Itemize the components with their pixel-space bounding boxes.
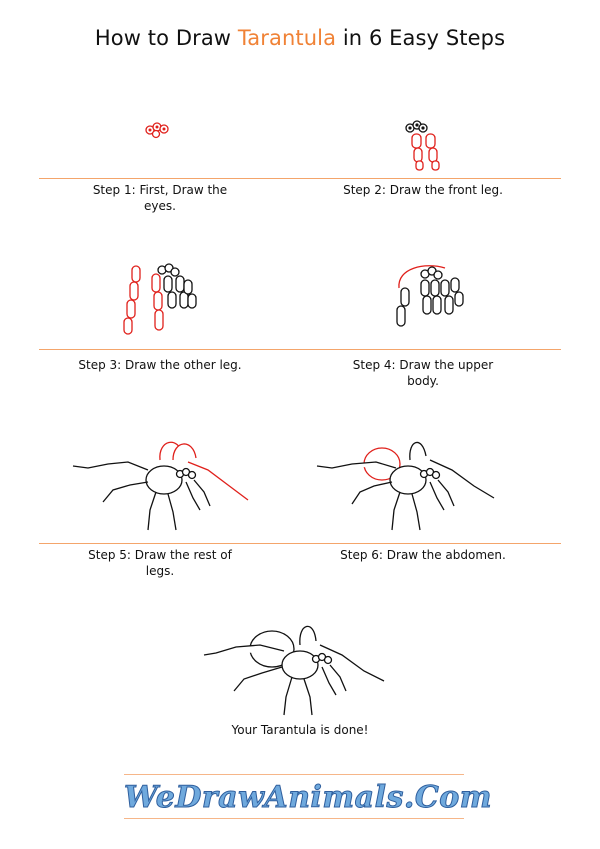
- step-4-drawing: [385, 258, 475, 343]
- title-animal: Tarantula: [237, 26, 337, 50]
- step-3-caption: Step 3: Draw the other leg.: [78, 358, 242, 372]
- step-5-caption: Step 5: Draw the rest of legs.: [88, 548, 232, 578]
- step-6-caption: Step 6: Draw the abdomen.: [340, 548, 506, 562]
- step-1-caption: Step 1: First, Draw the eyes.: [92, 183, 228, 213]
- page-title: [0, 26, 600, 50]
- eyes-cluster: [146, 123, 168, 138]
- step-2-caption: Step 2: Draw the front leg.: [343, 183, 503, 197]
- step-4-caption: Step 4: Draw the upper body.: [352, 358, 494, 388]
- footer-rule-bottom: [124, 818, 464, 819]
- other-legs: [124, 266, 163, 334]
- site-logo[interactable]: WeDrawAnimals.Com: [124, 780, 492, 815]
- step-3-drawing: [110, 260, 220, 345]
- footer-rule-top: [124, 774, 464, 775]
- front-leg: [412, 134, 439, 170]
- step-1-drawing: [130, 110, 190, 150]
- title-suffix: in 6 Easy Steps: [336, 26, 506, 50]
- title-prefix: How to Draw: [94, 26, 238, 50]
- step-6-drawing: [312, 430, 512, 540]
- divider-row-2: [39, 349, 561, 350]
- step-5-drawing: [68, 430, 268, 540]
- done-caption: Your Tarantula is done!: [231, 723, 369, 737]
- divider-row-1: [39, 178, 561, 179]
- divider-row-3: [39, 543, 561, 544]
- step-2-drawing: [388, 110, 458, 180]
- final-tarantula-drawing: [200, 615, 400, 725]
